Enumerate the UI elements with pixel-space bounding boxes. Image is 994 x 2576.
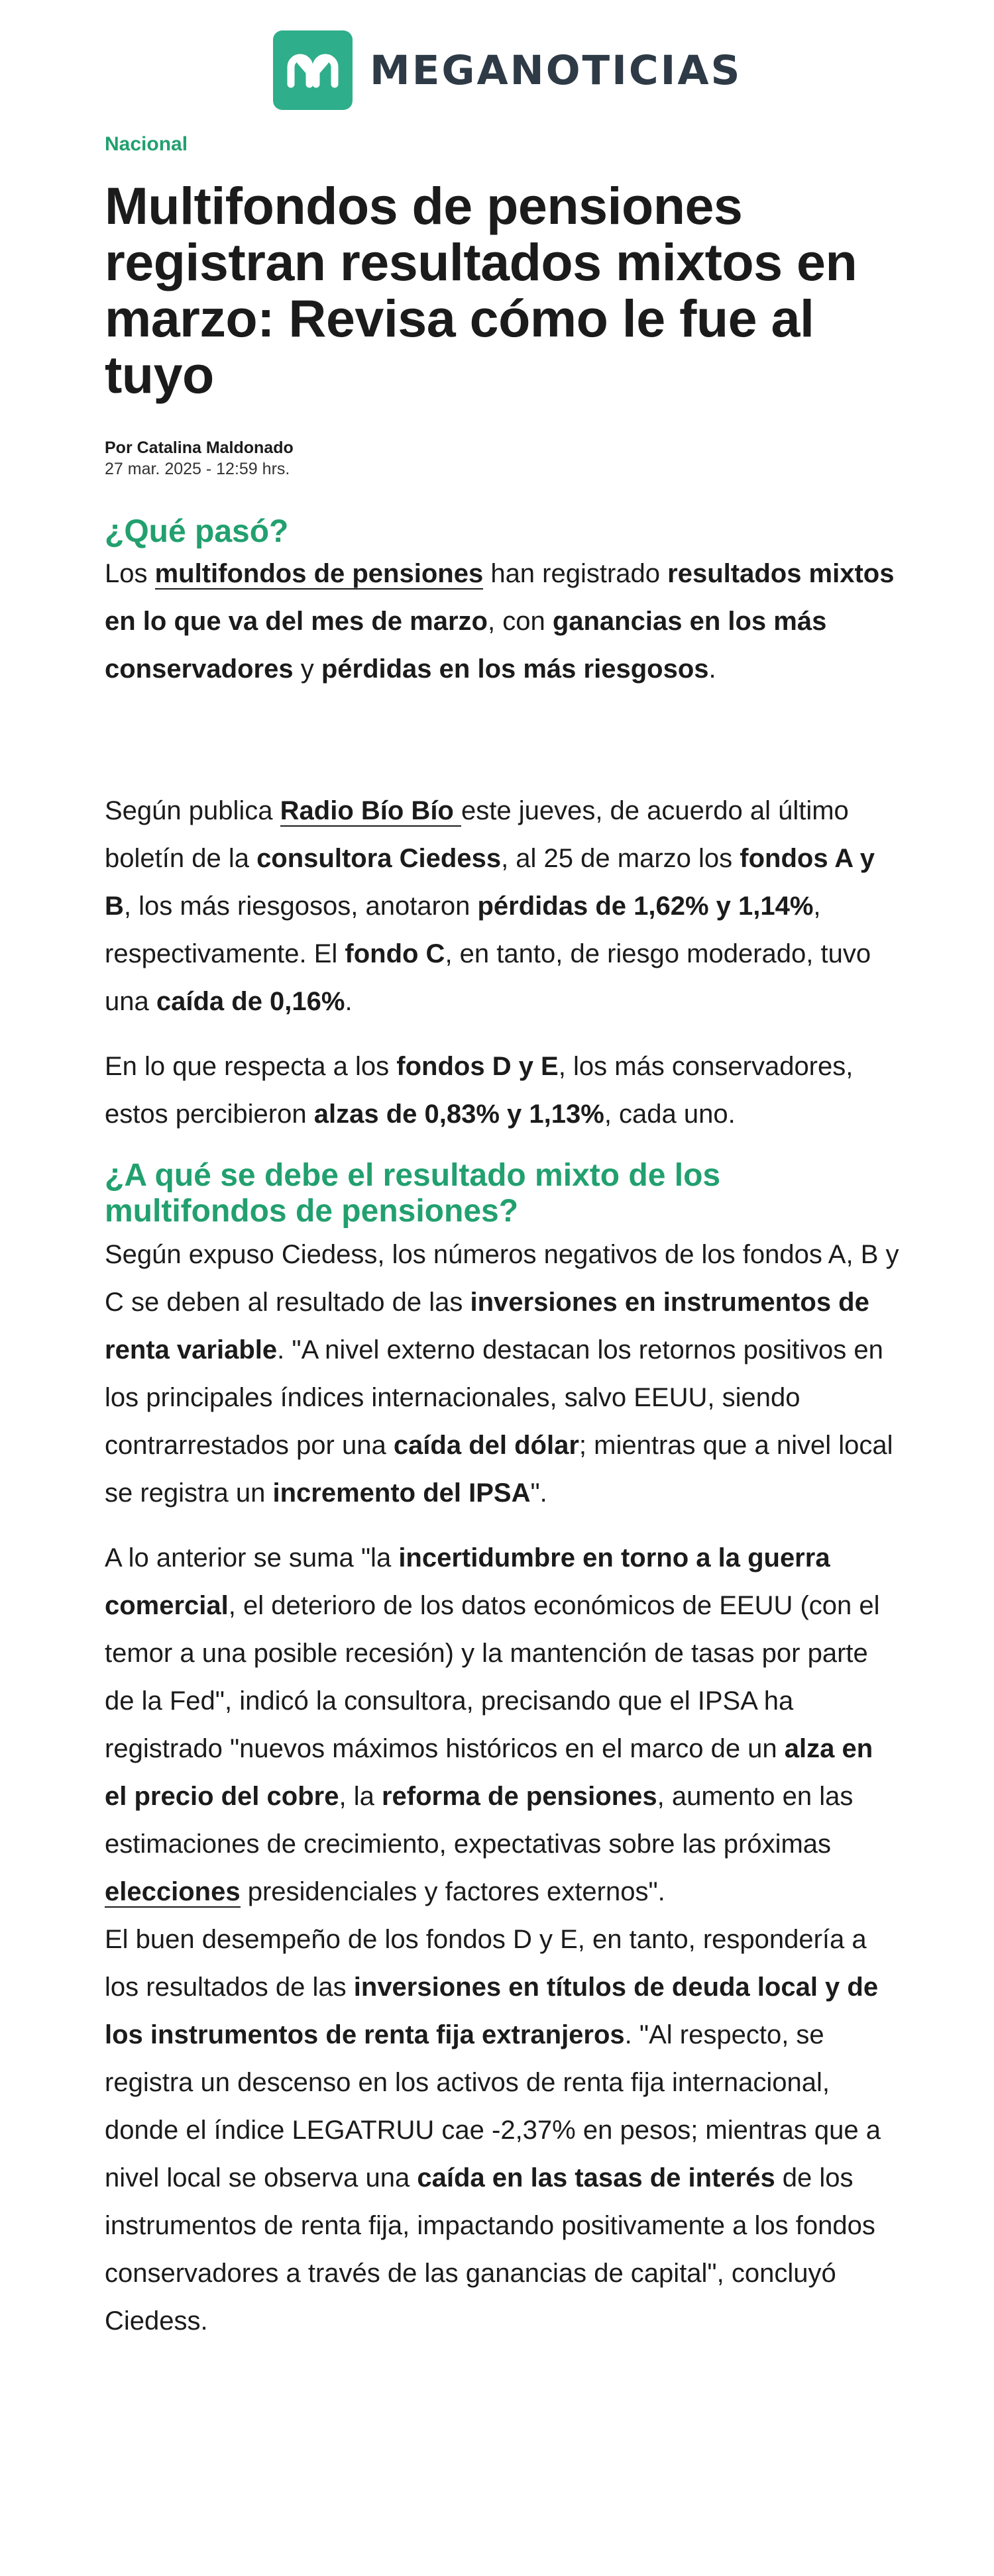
article xyxy=(105,130,900,2345)
text-span: , en tanto, de riesgo moderado, tuvo una xyxy=(105,939,871,1016)
meganoticias-m-icon xyxy=(273,30,353,110)
bold-text: ganancias en los más conservadores xyxy=(105,607,827,684)
text-span: El buen desempeño de los fondos D y E, en tanto, respondería a los resultados de las xyxy=(105,1925,867,2002)
paragraph-3 xyxy=(105,1043,900,1138)
text-span: han registrado xyxy=(483,559,668,588)
bold-text: incertidumbre en torno a la guerra comercial xyxy=(105,1543,830,1620)
text-span: . "Al respecto, se registra un descenso en los activos de renta fija internacional, donde el índice LEGATRUU cae -2,37% en pesos; mientras que a nivel local se observa una xyxy=(105,2020,881,2192)
section-tag-link[interactable]: Nacional xyxy=(105,133,188,155)
text-span: . xyxy=(708,654,716,684)
text-span: de los instrumentos de renta fija, impactando positivamente a los fondos conservadores a través de las ganancias de capital", concluyó Ciedess. xyxy=(105,2163,875,2336)
brand-name: MEGANOTICIAS xyxy=(370,46,742,94)
text-span: , aumento en las estimaciones de crecimiento, expectativas sobre las próximas xyxy=(105,1782,854,1859)
bold-text: caída del dólar xyxy=(393,1431,579,1460)
text-span: Según expuso Ciedess, los números negativos de los fondos A, B y C se deben al resultado de las xyxy=(105,1240,899,1317)
site-header xyxy=(0,26,994,113)
article-title: Multifondos de pensiones registran resultados mixtos en marzo: Revisa cómo le fue al tuyo xyxy=(105,176,857,404)
bold-text: pérdidas de 1,62% y 1,14% xyxy=(477,892,814,921)
text-span: Según publica xyxy=(105,796,280,825)
bold-text: caída de 0,16% xyxy=(156,987,345,1016)
bold-text: fondos D y E xyxy=(396,1052,559,1081)
paragraph-2 xyxy=(105,787,900,1025)
text-span: , los más conservadores, estos percibieron xyxy=(105,1052,854,1129)
paragraph-5 xyxy=(105,1534,900,1916)
text-span: , la xyxy=(339,1782,382,1811)
paragraph-6 xyxy=(105,1916,900,2345)
paragraph-4 xyxy=(105,1231,900,1517)
radio-biobio-link[interactable]: Radio Bío Bío xyxy=(280,796,461,825)
text-span: , cada uno. xyxy=(604,1100,736,1129)
publish-date: 27 mar. 2025 - 12:59 hrs. xyxy=(105,460,290,478)
text-span: , los más riesgosos, anotaron xyxy=(123,892,478,921)
byline xyxy=(105,437,900,480)
elecciones-link[interactable]: elecciones xyxy=(105,1877,241,1906)
text-span: , al 25 de marzo los xyxy=(501,844,740,873)
text-span: A lo anterior se suma "la xyxy=(105,1543,399,1572)
text-span: En lo que respecta a los xyxy=(105,1052,397,1081)
bold-text: incremento del IPSA xyxy=(272,1478,531,1508)
bold-text: alza en el precio del cobre xyxy=(105,1734,873,1811)
bold-text: caída en las tasas de interés xyxy=(417,2163,775,2192)
brand-logo-link[interactable] xyxy=(273,30,742,111)
text-span: y xyxy=(293,654,321,684)
bold-text: fondos A y B xyxy=(105,844,875,921)
author-name: Por Catalina Maldonado xyxy=(105,438,294,457)
text-span: ". xyxy=(530,1478,547,1508)
text-span: este jueves, de acuerdo al último boletín de la xyxy=(105,796,849,873)
subhead-a-que-se-debe: ¿A qué se debe el resultado mixto de los multifondos de pensiones? xyxy=(105,1158,721,1229)
multifondos-link[interactable]: multifondos de pensiones xyxy=(154,559,484,588)
bold-text: resultados mixtos en lo que va del mes de marzo xyxy=(105,559,895,636)
bold-text: alzas de 0,83% y 1,13% xyxy=(313,1100,604,1129)
bold-text: fondo C xyxy=(345,939,445,968)
text-span: presidenciales y factores externos". xyxy=(240,1877,665,1906)
text-span: , respectivamente. El xyxy=(105,892,821,968)
bold-text: pérdidas en los más riesgosos xyxy=(321,654,709,684)
paragraph-1 xyxy=(105,550,900,693)
bold-text: consultora Ciedess xyxy=(256,844,502,873)
bold-text: reforma de pensiones xyxy=(381,1782,657,1811)
text-span: , con xyxy=(487,607,553,636)
bold-text: inversiones en instrumentos de renta variable xyxy=(105,1288,869,1365)
text-span: . "A nivel externo destacan los retornos positivos en los principales índices internacionales, salvo EEUU, siendo contrarrestados por una xyxy=(105,1335,883,1460)
text-span: . xyxy=(345,987,353,1016)
text-span: Los xyxy=(105,559,155,588)
subhead-que-paso: ¿Qué pasó? xyxy=(105,514,289,549)
text-span: ; mientras que a nivel local se registra un xyxy=(105,1431,893,1508)
bold-text: inversiones en títulos de deuda local y de los instrumentos de renta fija extranjeros xyxy=(105,1973,879,2049)
text-span: , el deterioro de los datos económicos de EEUU (con el temor a una posible recesión) y la mantención de tasas por parte de la Fed", indicó la consultora, precisando que el IPSA ha registrado "nuevos máximos históricos en el marco de un xyxy=(105,1591,880,1763)
